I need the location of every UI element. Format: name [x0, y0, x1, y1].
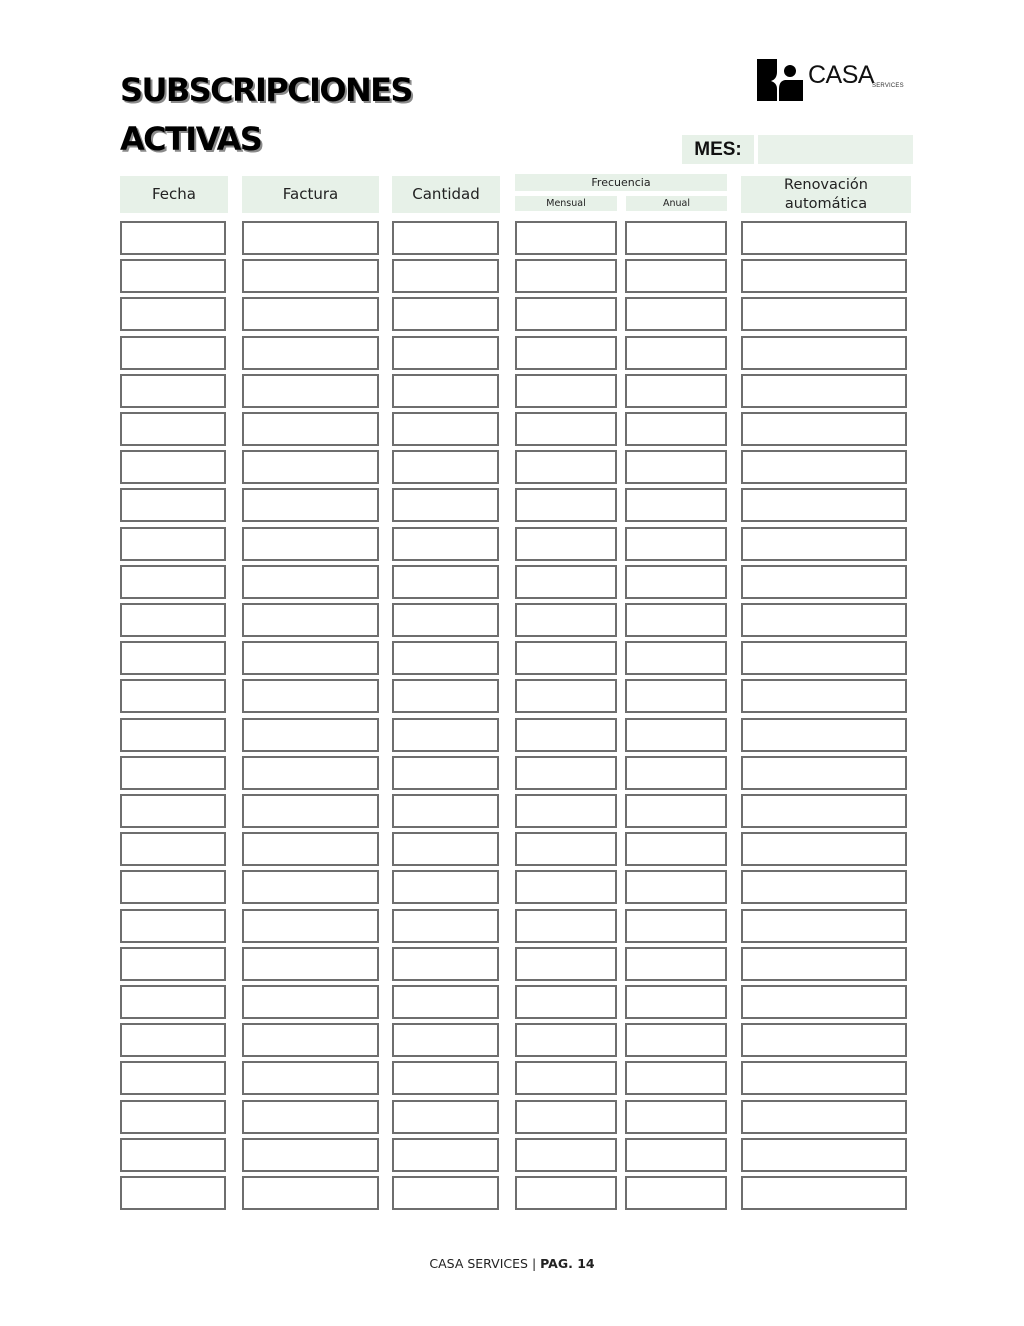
table-row — [0, 832, 1024, 866]
table-row — [0, 603, 1024, 637]
cell-fecha[interactable] — [120, 947, 226, 981]
cell-anual[interactable] — [625, 297, 727, 331]
cell-renovacion[interactable] — [741, 1176, 907, 1210]
cell-renovacion[interactable] — [741, 1138, 907, 1172]
cell-mensual[interactable] — [515, 297, 617, 331]
cell-cantidad[interactable] — [392, 1138, 499, 1172]
cell-cantidad[interactable] — [392, 947, 499, 981]
cell-factura[interactable] — [242, 679, 379, 713]
table-row — [0, 756, 1024, 790]
cell-mensual[interactable] — [515, 527, 617, 561]
cell-factura[interactable] — [242, 527, 379, 561]
cell-anual[interactable] — [625, 985, 727, 1019]
cell-factura[interactable] — [242, 1176, 379, 1210]
cell-mensual[interactable] — [515, 1100, 617, 1134]
table-row — [0, 1138, 1024, 1172]
casa-logo-icon — [757, 59, 803, 101]
table-row — [0, 450, 1024, 484]
footer-page-number: PAG. 14 — [540, 1256, 595, 1271]
cell-renovacion[interactable] — [741, 565, 907, 599]
cell-renovacion[interactable] — [741, 259, 907, 293]
table-row — [0, 412, 1024, 446]
cell-factura[interactable] — [242, 1138, 379, 1172]
cell-cantidad[interactable] — [392, 909, 499, 943]
cell-factura[interactable] — [242, 336, 379, 370]
table-row — [0, 679, 1024, 713]
table-row — [0, 870, 1024, 904]
cell-cantidad[interactable] — [392, 412, 499, 446]
table-row — [0, 794, 1024, 828]
cell-anual[interactable] — [625, 909, 727, 943]
cell-fecha[interactable] — [120, 336, 226, 370]
cell-fecha[interactable] — [120, 259, 226, 293]
cell-renovacion[interactable] — [741, 603, 907, 637]
cell-renovacion[interactable] — [741, 374, 907, 408]
cell-cantidad[interactable] — [392, 679, 499, 713]
cell-fecha[interactable] — [120, 794, 226, 828]
cell-anual[interactable] — [625, 641, 727, 675]
cell-factura[interactable] — [242, 794, 379, 828]
cell-renovacion[interactable] — [741, 832, 907, 866]
cell-fecha[interactable] — [120, 870, 226, 904]
cell-anual[interactable] — [625, 374, 727, 408]
cell-cantidad[interactable] — [392, 1023, 499, 1057]
cell-fecha[interactable] — [120, 641, 226, 675]
column-header-renovacion — [741, 176, 911, 213]
cell-factura[interactable] — [242, 603, 379, 637]
cell-factura[interactable] — [242, 488, 379, 522]
cell-cantidad[interactable] — [392, 259, 499, 293]
table-row — [0, 1061, 1024, 1095]
table-row — [0, 909, 1024, 943]
cell-mensual[interactable] — [515, 488, 617, 522]
cell-mensual[interactable] — [515, 756, 617, 790]
cell-anual[interactable] — [625, 336, 727, 370]
casa-logo — [757, 59, 917, 103]
cell-renovacion[interactable] — [741, 412, 907, 446]
cell-anual[interactable] — [625, 527, 727, 561]
cell-anual[interactable] — [625, 1138, 727, 1172]
renovacion-line1: Renovación — [784, 177, 868, 193]
cell-factura[interactable] — [242, 259, 379, 293]
cell-fecha[interactable] — [120, 565, 226, 599]
month-input[interactable] — [758, 135, 913, 164]
column-header-factura: Factura — [242, 176, 379, 213]
cell-fecha[interactable] — [120, 1176, 226, 1210]
footer-separator: | — [527, 1256, 541, 1271]
cell-factura[interactable] — [242, 221, 379, 255]
cell-anual[interactable] — [625, 488, 727, 522]
cell-anual[interactable] — [625, 603, 727, 637]
cell-cantidad[interactable] — [392, 870, 499, 904]
cell-renovacion[interactable] — [741, 985, 907, 1019]
cell-anual[interactable] — [625, 1061, 727, 1095]
page-title — [120, 66, 412, 164]
cell-renovacion[interactable] — [741, 870, 907, 904]
cell-factura[interactable] — [242, 947, 379, 981]
cell-mensual[interactable] — [515, 679, 617, 713]
cell-renovacion[interactable] — [741, 336, 907, 370]
table-row — [0, 1100, 1024, 1134]
cell-fecha[interactable] — [120, 1023, 226, 1057]
column-header-mensual: Mensual — [515, 196, 617, 211]
cell-mensual[interactable] — [515, 336, 617, 370]
cell-mensual[interactable] — [515, 794, 617, 828]
cell-renovacion[interactable] — [741, 909, 907, 943]
cell-cantidad[interactable] — [392, 1176, 499, 1210]
cell-fecha[interactable] — [120, 412, 226, 446]
cell-mensual[interactable] — [515, 947, 617, 981]
column-header-fecha: Fecha — [120, 176, 228, 213]
cell-fecha[interactable] — [120, 985, 226, 1019]
cell-renovacion[interactable] — [741, 297, 907, 331]
cell-anual[interactable] — [625, 221, 727, 255]
column-header-anual: Anual — [626, 196, 727, 211]
cell-cantidad[interactable] — [392, 794, 499, 828]
cell-renovacion[interactable] — [741, 718, 907, 752]
table-row — [0, 488, 1024, 522]
cell-cantidad[interactable] — [392, 756, 499, 790]
cell-fecha[interactable] — [120, 1061, 226, 1095]
table-row — [0, 259, 1024, 293]
footer-brand: CASA SERVICES — [429, 1256, 528, 1271]
table-row — [0, 985, 1024, 1019]
cell-factura[interactable] — [242, 870, 379, 904]
cell-cantidad[interactable] — [392, 221, 499, 255]
renovacion-line2: automática — [784, 196, 868, 212]
cell-mensual[interactable] — [515, 832, 617, 866]
cell-factura[interactable] — [242, 985, 379, 1019]
cell-renovacion[interactable] — [741, 527, 907, 561]
cell-mensual[interactable] — [515, 221, 617, 255]
cell-fecha[interactable] — [120, 297, 226, 331]
cell-mensual[interactable] — [515, 641, 617, 675]
table-row — [0, 527, 1024, 561]
cell-factura[interactable] — [242, 832, 379, 866]
cell-factura[interactable] — [242, 641, 379, 675]
cell-mensual[interactable] — [515, 1176, 617, 1210]
cell-mensual[interactable] — [515, 985, 617, 1019]
cell-cantidad[interactable] — [392, 565, 499, 599]
cell-factura[interactable] — [242, 297, 379, 331]
cell-anual[interactable] — [625, 1176, 727, 1210]
table-row — [0, 336, 1024, 370]
logo-subtitle: SERVICES — [872, 83, 904, 89]
cell-cantidad[interactable] — [392, 985, 499, 1019]
table-row — [0, 565, 1024, 599]
cell-mensual[interactable] — [515, 259, 617, 293]
cell-mensual[interactable] — [515, 565, 617, 599]
cell-fecha[interactable] — [120, 832, 226, 866]
page-title-line1: SUBSCRIPCIONES — [120, 71, 412, 109]
cell-mensual[interactable] — [515, 1138, 617, 1172]
cell-anual[interactable] — [625, 756, 727, 790]
cell-renovacion[interactable] — [741, 794, 907, 828]
cell-mensual[interactable] — [515, 909, 617, 943]
cell-mensual[interactable] — [515, 870, 617, 904]
cell-fecha[interactable] — [120, 527, 226, 561]
cell-anual[interactable] — [625, 412, 727, 446]
cell-mensual[interactable] — [515, 374, 617, 408]
cell-factura[interactable] — [242, 565, 379, 599]
cell-fecha[interactable] — [120, 909, 226, 943]
table-row — [0, 221, 1024, 255]
cell-renovacion[interactable] — [741, 679, 907, 713]
cell-fecha[interactable] — [120, 1100, 226, 1134]
cell-cantidad[interactable] — [392, 718, 499, 752]
month-label: MES: — [682, 135, 754, 164]
cell-cantidad[interactable] — [392, 336, 499, 370]
cell-factura[interactable] — [242, 909, 379, 943]
cell-fecha[interactable] — [120, 718, 226, 752]
page-footer — [0, 1256, 1024, 1271]
cell-mensual[interactable] — [515, 412, 617, 446]
cell-fecha[interactable] — [120, 374, 226, 408]
cell-cantidad[interactable] — [392, 297, 499, 331]
cell-factura[interactable] — [242, 374, 379, 408]
cell-factura[interactable] — [242, 412, 379, 446]
cell-fecha[interactable] — [120, 221, 226, 255]
cell-cantidad[interactable] — [392, 527, 499, 561]
table-row — [0, 718, 1024, 752]
cell-factura[interactable] — [242, 1061, 379, 1095]
cell-factura[interactable] — [242, 450, 379, 484]
cell-fecha[interactable] — [120, 603, 226, 637]
cell-cantidad[interactable] — [392, 1100, 499, 1134]
cell-cantidad[interactable] — [392, 374, 499, 408]
table-row — [0, 1023, 1024, 1057]
cell-cantidad[interactable] — [392, 641, 499, 675]
cell-anual[interactable] — [625, 794, 727, 828]
cell-anual[interactable] — [625, 832, 727, 866]
cell-anual[interactable] — [625, 679, 727, 713]
cell-anual[interactable] — [625, 1023, 727, 1057]
cell-fecha[interactable] — [120, 756, 226, 790]
cell-fecha[interactable] — [120, 488, 226, 522]
cell-renovacion[interactable] — [741, 221, 907, 255]
cell-anual[interactable] — [625, 565, 727, 599]
table-row — [0, 297, 1024, 331]
cell-factura[interactable] — [242, 718, 379, 752]
cell-fecha[interactable] — [120, 450, 226, 484]
cell-anual[interactable] — [625, 450, 727, 484]
cell-factura[interactable] — [242, 1100, 379, 1134]
cell-cantidad[interactable] — [392, 450, 499, 484]
cell-anual[interactable] — [625, 1100, 727, 1134]
cell-cantidad[interactable] — [392, 603, 499, 637]
cell-mensual[interactable] — [515, 718, 617, 752]
cell-mensual[interactable] — [515, 1023, 617, 1057]
logo-name: CASA — [808, 61, 875, 89]
cell-fecha[interactable] — [120, 1138, 226, 1172]
table-row — [0, 947, 1024, 981]
cell-renovacion[interactable] — [741, 1061, 907, 1095]
cell-mensual[interactable] — [515, 1061, 617, 1095]
column-header-cantidad: Cantidad — [392, 176, 500, 213]
cell-renovacion[interactable] — [741, 450, 907, 484]
cell-mensual[interactable] — [515, 450, 617, 484]
cell-renovacion[interactable] — [741, 488, 907, 522]
cell-renovacion[interactable] — [741, 1023, 907, 1057]
cell-mensual[interactable] — [515, 603, 617, 637]
cell-anual[interactable] — [625, 718, 727, 752]
cell-cantidad[interactable] — [392, 832, 499, 866]
cell-renovacion[interactable] — [741, 756, 907, 790]
table-row — [0, 1176, 1024, 1210]
cell-cantidad[interactable] — [392, 1061, 499, 1095]
cell-factura[interactable] — [242, 756, 379, 790]
page-title-line2: ACTIVAS — [120, 120, 262, 158]
table-row — [0, 641, 1024, 675]
cell-anual[interactable] — [625, 870, 727, 904]
cell-renovacion[interactable] — [741, 641, 907, 675]
cell-factura[interactable] — [242, 1023, 379, 1057]
cell-anual[interactable] — [625, 259, 727, 293]
cell-anual[interactable] — [625, 947, 727, 981]
cell-cantidad[interactable] — [392, 488, 499, 522]
cell-renovacion[interactable] — [741, 947, 907, 981]
table-row — [0, 374, 1024, 408]
cell-renovacion[interactable] — [741, 1100, 907, 1134]
column-header-frecuencia: Frecuencia — [515, 174, 727, 191]
cell-fecha[interactable] — [120, 679, 226, 713]
